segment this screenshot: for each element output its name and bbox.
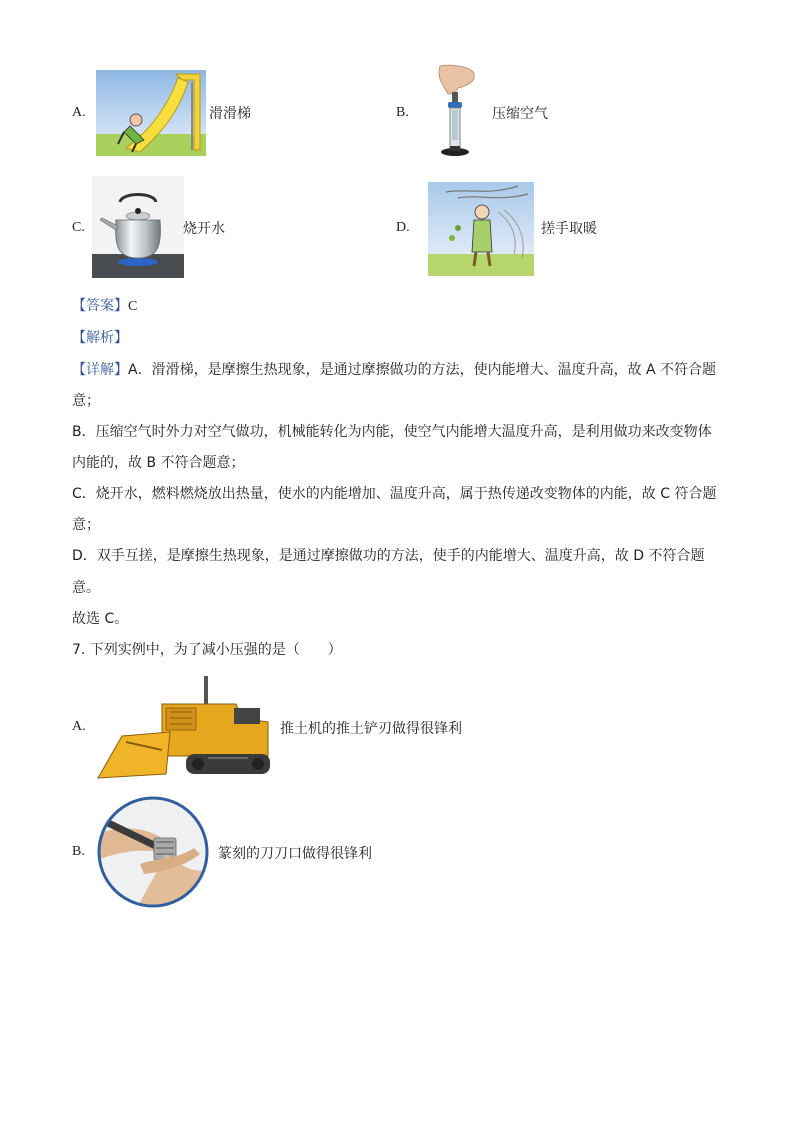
option-c-label: 烧开水 (183, 221, 225, 237)
q7-option-b-letter: B. (72, 844, 85, 859)
q7-option-b-label: 篆刻的刀刀口做得很锋利 (218, 846, 372, 862)
carving-knife-photo-icon (96, 794, 210, 910)
detail-line-3: B．压缩空气时外力对空气做功，机械能转化为内能，使空气内能增大温度升高，是利用做功来改变物体 (72, 424, 712, 440)
option-a-letter: A. (72, 105, 86, 120)
rubbing-hands-illustration-icon (428, 182, 534, 276)
bulldozer-photo-icon (96, 674, 272, 782)
slide-illustration-icon (96, 70, 206, 156)
detail-line-8: 意。 (72, 580, 100, 596)
option-a-label: 滑滑梯 (209, 106, 251, 122)
detail-line-5: C．烧开水，燃料燃烧放出热量，使水的内能增加、温度升高，属于热传递改变物体的内能，故 C 符合题 (72, 486, 717, 502)
option-d-label: 搓手取暖 (541, 221, 597, 237)
detail-tag: 【详解】 (72, 362, 128, 378)
option-d-letter: D. (396, 220, 410, 235)
q7-option-a-label: 推土机的推土铲刃做得很锋利 (280, 721, 462, 737)
answer-line (72, 295, 137, 315)
conclusion-line: 故选 C。 (72, 611, 129, 627)
option-c-letter: C. (72, 220, 85, 235)
detail-line-4: 内能的，故 B 不符合题意； (72, 455, 245, 471)
answer-tag: 【答案】 (72, 298, 128, 314)
air-pump-illustration-icon (430, 64, 480, 160)
kettle-photo-icon (92, 176, 184, 278)
option-b-letter: B. (396, 105, 409, 120)
detail-line-2: 意； (72, 393, 100, 409)
option-b-label: 压缩空气 (492, 106, 548, 122)
analysis-tag: 【解析】 (72, 330, 128, 346)
q7-stem: 7. 下列实例中，为了减小压强的是（ ） (72, 642, 342, 658)
answer-value: C (128, 299, 138, 314)
q7-option-a-letter: A. (72, 719, 86, 734)
detail-line-1: 【详解】A．滑滑梯，是摩擦生热现象，是通过摩擦做功的方法，使内能增大、温度升高，故 A 不符合题 (72, 362, 717, 378)
detail-line-7: D．双手互搓，是摩擦生热现象，是通过摩擦做功的方法，使手的内能增大、温度升高，故 D 不符合题 (72, 548, 705, 564)
detail-line-6: 意； (72, 517, 100, 533)
